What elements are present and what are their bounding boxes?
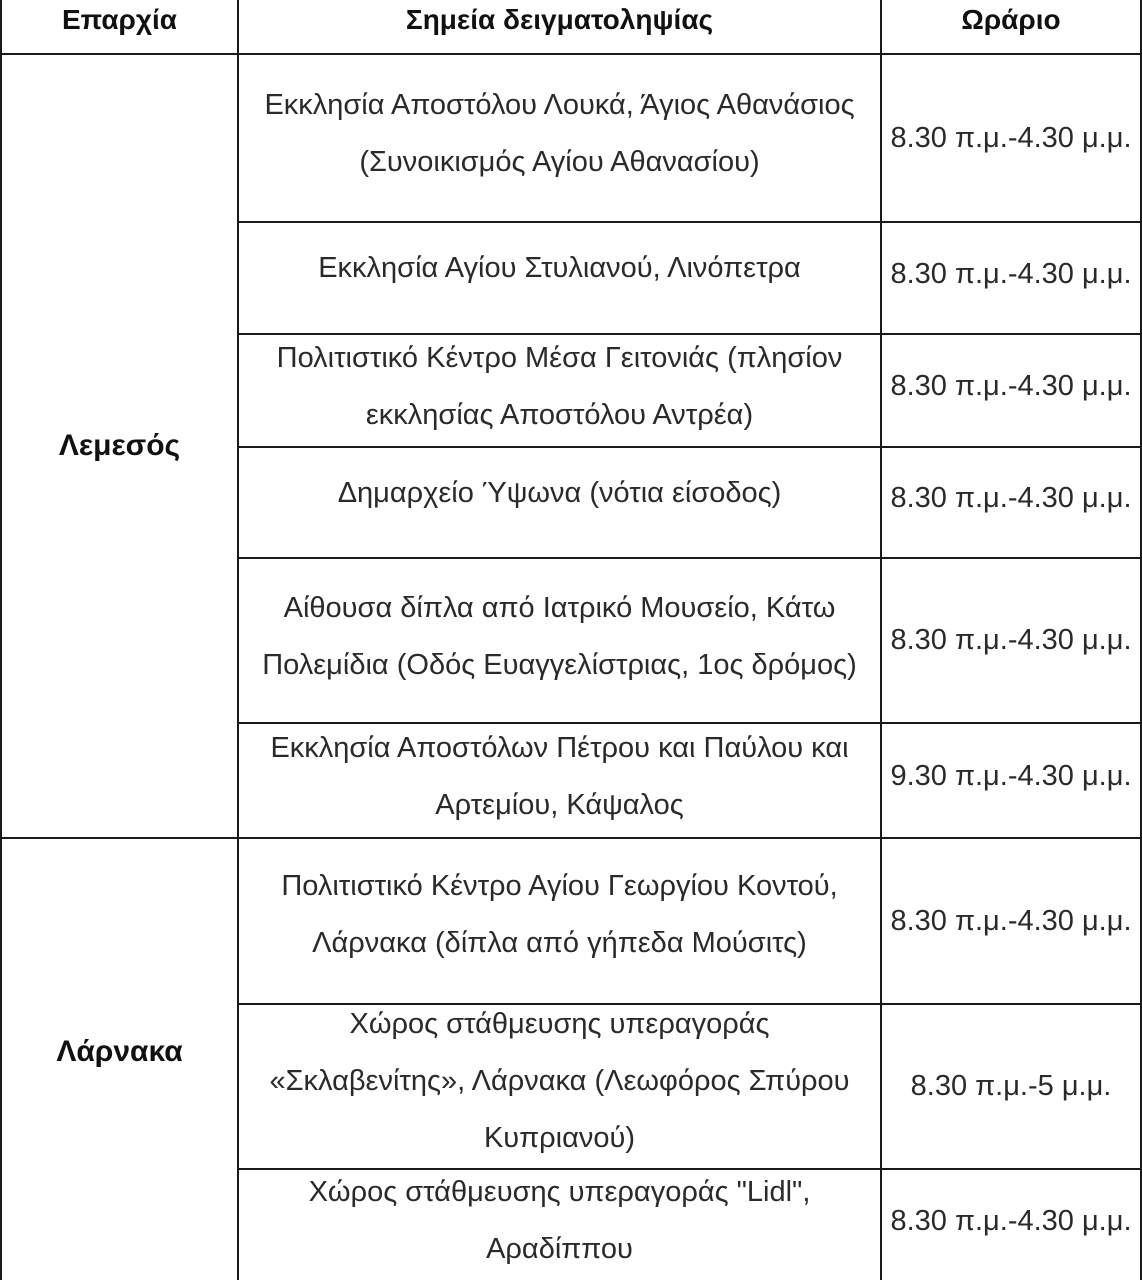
location-cell: Εκκλησία Αγίου Στυλιανού, Λινόπετρα <box>318 251 801 284</box>
hours-cell: 8.30 π.μ.-5 μ.μ. <box>910 1070 1112 1102</box>
location-cell: Χώρος στάθμευσης υπεραγοράς "Lidl", Αραδίππου <box>308 1176 811 1265</box>
location-cell: Αίθουσα δίπλα από Ιατρικό Μουσείο, Κάτω Πολεμίδια (Οδός Ευαγγελίστριας, 1ος δρόμος) <box>262 591 857 681</box>
location-cell: Χώρος στάθμευσης υπεραγοράς «Σκλαβενίτης», Λάρνακα (Λεωφόρος Σπύρου Κυπριανού) <box>269 1008 850 1154</box>
header-hours: Ωράριο <box>961 4 1061 35</box>
hours-cell: 8.30 π.μ.-4.30 μ.μ. <box>890 257 1132 290</box>
location-cell: Πολιτιστικό Κέντρο Μέσα Γειτονιάς (πλησίον εκκλησίας Αποστόλου Αντρέα) <box>276 341 843 431</box>
district-larnaca: Λάρνακα <box>56 1034 183 1068</box>
hours-cell: 8.30 π.μ.-4.30 μ.μ. <box>890 482 1132 514</box>
hours-cell: 8.30 π.μ.-4.30 μ.μ. <box>890 369 1132 402</box>
location-cell: Εκκλησία Αποστόλων Πέτρου και Παύλου και Αρτεμίου, Κάψαλος <box>270 731 849 821</box>
location-cell: Εκκλησία Αποστόλου Λουκά, Άγιος Αθανάσιος (Συνοικισμός Αγίου Αθανασίου) <box>264 89 855 178</box>
location-cell: Δημαρχείο Ύψωνα (νότια είσοδος) <box>337 476 782 509</box>
district-limassol: Λεμεσός <box>58 429 181 462</box>
location-cell: Πολιτιστικό Κέντρο Αγίου Γεωργίου Κοντού, Λάρνακα (δίπλα από γήπεδα Μούσιτς) <box>281 870 838 959</box>
hours-cell: 8.30 π.μ.-4.30 μ.μ. <box>890 121 1132 154</box>
hours-cell: 8.30 π.μ.-4.30 μ.μ. <box>890 1204 1132 1237</box>
hours-cell: 9.30 π.μ.-4.30 μ.μ. <box>890 760 1132 792</box>
hours-cell: 8.30 π.μ.-4.30 μ.μ. <box>890 624 1132 656</box>
header-location: Σημεία δειγματοληψίας <box>405 4 714 35</box>
header-district: Επαρχία <box>62 4 177 35</box>
hours-cell: 8.30 π.μ.-4.30 μ.μ. <box>890 904 1132 937</box>
